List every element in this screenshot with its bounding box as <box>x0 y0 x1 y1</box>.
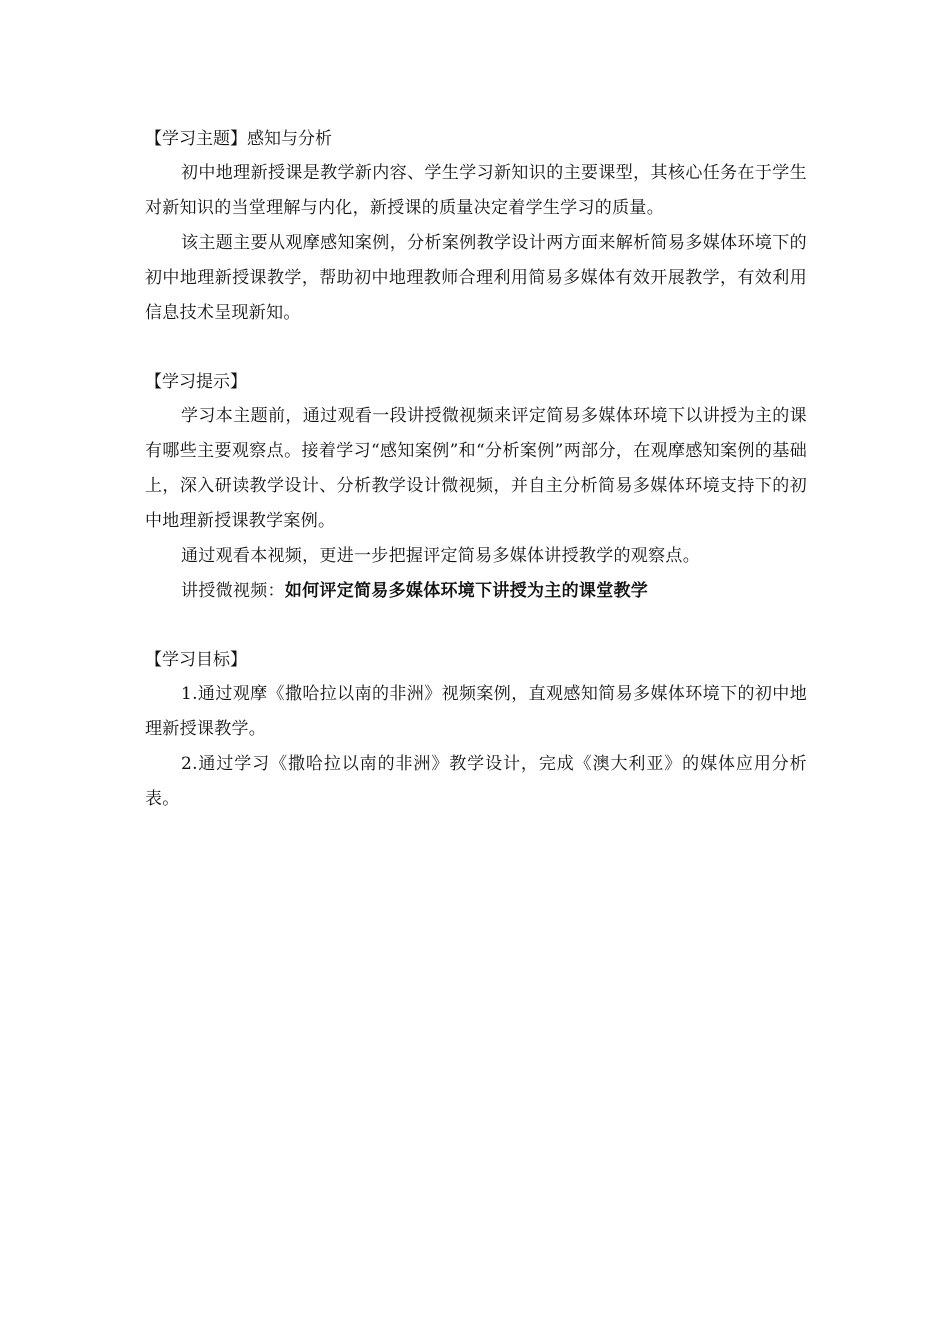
hints-paragraph-2: 通过观看本视频，更进一步把握评定简易多媒体讲授教学的观察点。 <box>181 546 700 566</box>
section-heading-theme: 【学习主题】感知与分析 <box>145 129 332 149</box>
theme-paragraph-1: 初中地理新授课是教学新内容、学生学习新知识的主要课型，其核心任务在于学生对新知识的当堂理解与内化，新授课的质量决定着学生学习的质量。 <box>145 163 807 218</box>
section-hints <box>145 365 807 609</box>
section-heading-hints: 【学习提示】 <box>145 372 247 392</box>
video-line <box>145 574 807 609</box>
theme-paragraph-2: 该主题主要从观摩感知案例，分析案例教学设计两方面来解析简易多媒体环境下的初中地理新授课教学，帮助初中地理教师合理利用简易多媒体有效开展教学，有效利用信息技术呈现新知。 <box>145 233 807 323</box>
goal-item-2: 2.通过学习《撒哈拉以南的非洲》教学设计，完成《澳大利亚》的媒体应用分析表。 <box>145 754 807 809</box>
section-theme <box>145 122 807 331</box>
section-heading-goals: 【学习目标】 <box>145 650 247 670</box>
section-goals <box>145 643 807 817</box>
video-title-link[interactable]: 如何评定简易多媒体环境下讲授为主的课堂教学 <box>284 581 649 601</box>
video-label: 讲授微视频： <box>181 581 285 601</box>
goal-item-1: 1.通过观摩《撒哈拉以南的非洲》视频案例，直观感知简易多媒体环境下的初中地理新授课教学。 <box>145 684 807 739</box>
document-page <box>145 122 807 817</box>
hints-paragraph-1: 学习本主题前，通过观看一段讲授微视频来评定简易多媒体环境下以讲授为主的课有哪些主要观察点。接着学习“感知案例”和“分析案例”两部分，在观摩感知案例的基础上，深入研读教学设计、分析教学设计微视频，并自主分析简易多媒体环境支持下的初中地理新授课教学案例。 <box>145 406 807 531</box>
